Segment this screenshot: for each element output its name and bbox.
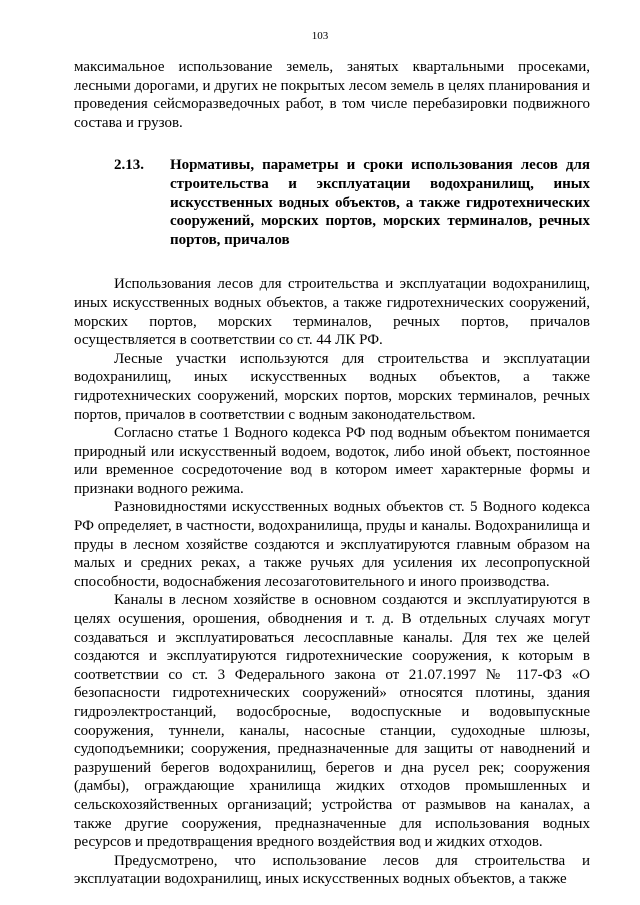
page-number: 103 <box>311 30 329 42</box>
body-paragraph: Использования лесов для строительства и эксплуатации водохранилищ, иных искусственных водных объектов, а также гидротехнических сооружений, морских портов, морских терминалов, речных портов, причалов осуществляется в соответствии со ст. 44 ЛК РФ. <box>74 276 590 349</box>
body-paragraph: Разновидностями искусственных водных объектов ст. 5 Водного кодекса РФ определяет, в частности, водохранилища, пруды и каналы. Водохранилища и пруды в лесном хозяйстве создаются и эксплуатируются главным образом на малых и средних реках, а также ручьях для усиления их лесопропускной способности, водоснабжения лесозаготовительного и иного производства. <box>74 499 590 590</box>
body-paragraph: Каналы в лесном хозяйстве в основном создаются и эксплуатируются в целях осушения, орошения, обводнения и т. д. В отдельных случаях могут создаваться и эксплуатироваться лесосплавные каналы. Для тех же целей создаются и эксплуатируются гидротехнические сооружения, к которым в соответствии со ст. 3 Федерального закона от 21.07.1997 № 117-ФЗ «О безопасности гидротехнических сооружений» относятся плотины, здания гидроэлектростанций, водосбросные, водоспускные и водовыпускные сооружения, туннели, каналы, насосные станции, судоходные шлюзы, судоподъемники; сооружения, предназначенные для защиты от наводнений и разрушений берегов водохранилищ, берегов и дна русел рек; сооружения (дамбы), ограждающие хранилища жидких отходов промышленных и сельскохозяйственных организаций; устройства от размывов на каналах, а также другие сооружения, предназначенные для использования водных ресурсов и предотвращения вредного воздействия вод и жидких отходов. <box>74 592 590 851</box>
body-paragraph: Согласно статье 1 Водного кодекса РФ под водным объектом понимается природный или искусственный водоем, водоток, либо иной объект, постоянное или временное сосредоточение вод в котором имеет характерные формы и признаки водного режима. <box>74 425 590 497</box>
page-content <box>74 58 590 889</box>
continued-paragraph: максимальное использование земель, занятых квартальными просеками, лесными дорогами, и других не покрытых лесом земель в целях планирования и проведения сейсморазведочных работ, в том числе перебазировки подвижного состава и грузов. <box>74 59 590 131</box>
section-number: 2.13. <box>114 157 144 174</box>
section-title: Нормативы, параметры и сроки использования лесов для строительства и эксплуатации водохранилищ, иных искусственных водных объектов, а также гидротехнических сооружений, морских портов, морских терминалов, речных портов, причалов <box>170 157 590 248</box>
section-heading <box>114 156 590 249</box>
body-paragraph: Предусмотрено, что использование лесов для строительства и эксплуатации водохранилищ, иных искусственных водных объектов, а также <box>74 852 590 888</box>
body-paragraph: Лесные участки используются для строительства и эксплуатации водохранилищ, иных искусственных водных объектов, а также гидротехнических сооружений, морских портов, морских терминалов, речных портов, причалов в соответствии с водным законодательством. <box>74 350 590 423</box>
